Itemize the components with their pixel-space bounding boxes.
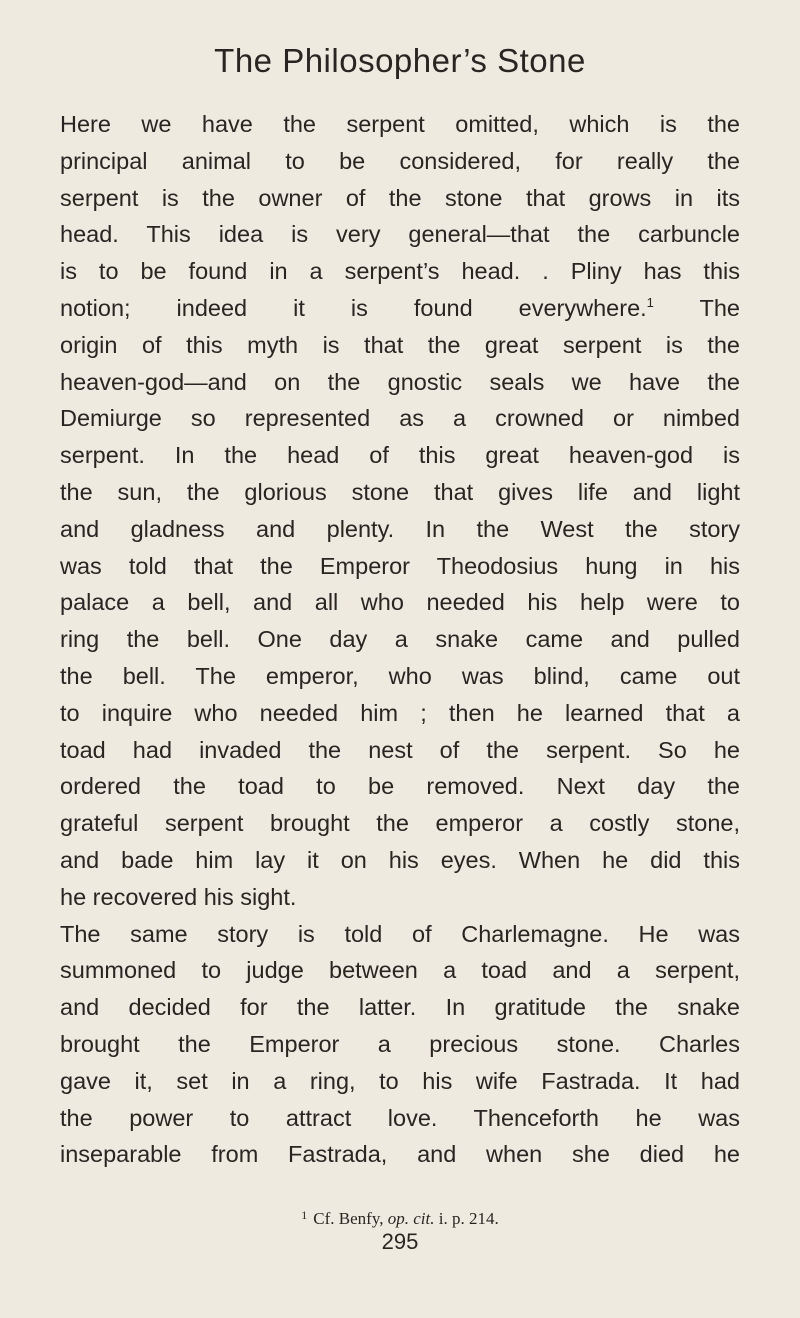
- body-text: [60, 106, 740, 1173]
- text-line: palace a bell, and all who needed his help were to: [60, 589, 740, 616]
- running-head: The Philosopher’s Stone: [214, 42, 586, 79]
- footnote-reference: 1: [646, 294, 654, 310]
- text-line-part: notion; indeed it is found everywhere.: [60, 294, 647, 321]
- text-line: and gladness and plenty. In the West the story: [60, 515, 740, 542]
- text-line: ring the bell. One day a snake came and pulled: [60, 626, 740, 653]
- text-line-with-footnote: [60, 290, 740, 327]
- text-line: grateful serpent brought the emperor a costly stone,: [60, 810, 740, 837]
- footnote-mark: 1: [301, 1208, 308, 1222]
- text-line: to inquire who needed him ; then he learned that a: [60, 699, 740, 726]
- text-line: he recovered his sight.: [60, 883, 297, 910]
- text-line: was told that the Emperor Theodosius hung in his: [60, 552, 740, 579]
- text-line: ordered the toad to be removed. Next day the: [60, 773, 740, 800]
- text-line: serpent. In the head of this great heaven-god is: [60, 442, 740, 469]
- text-line: gave it, set in a ring, to his wife Fastrada. It had: [60, 1067, 740, 1094]
- text-line: The same story is told of Charlemagne. He was: [60, 920, 740, 947]
- text-line: inseparable from Fastrada, and when she died he: [60, 1141, 740, 1168]
- footnote: [60, 1203, 740, 1231]
- text-line: Demiurge so represented as a crowned or nimbed: [60, 405, 740, 432]
- text-line: and bade him lay it on his eyes. When he did this: [60, 846, 740, 873]
- text-line: is to be found in a serpent’s head. . Pliny has this: [60, 258, 740, 285]
- text-line: head. This idea is very general—that the carbuncle: [60, 221, 740, 248]
- text-line: serpent is the owner of the stone that grows in its: [60, 184, 740, 211]
- footnote-italic: op. cit.: [387, 1209, 435, 1228]
- page-number: 295: [381, 1229, 419, 1254]
- text-line: toad had invaded the nest of the serpent. So he: [60, 736, 740, 763]
- text-line: principal animal to be considered, for really the: [60, 147, 740, 174]
- text-line: heaven-god—and on the gnostic seals we have the: [60, 368, 740, 395]
- footnote-text: Cf. Benfy,: [313, 1209, 384, 1228]
- footnote-text: i. p. 214.: [438, 1209, 499, 1228]
- text-line: Here we have the serpent omitted, which is the: [60, 111, 740, 137]
- text-line: brought the Emperor a precious stone. Charles: [60, 1030, 740, 1057]
- text-line: the sun, the glorious stone that gives life and light: [60, 478, 740, 505]
- text-line: origin of this myth is that the great serpent is the: [60, 331, 740, 358]
- text-line: and decided for the latter. In gratitude the snake: [60, 994, 740, 1021]
- text-line: the power to attract love. Thenceforth he was: [60, 1104, 740, 1131]
- text-line: the bell. The emperor, who was blind, came out: [60, 662, 740, 689]
- text-line: summoned to judge between a toad and a serpent,: [60, 957, 740, 984]
- text-line-part: The: [699, 294, 740, 321]
